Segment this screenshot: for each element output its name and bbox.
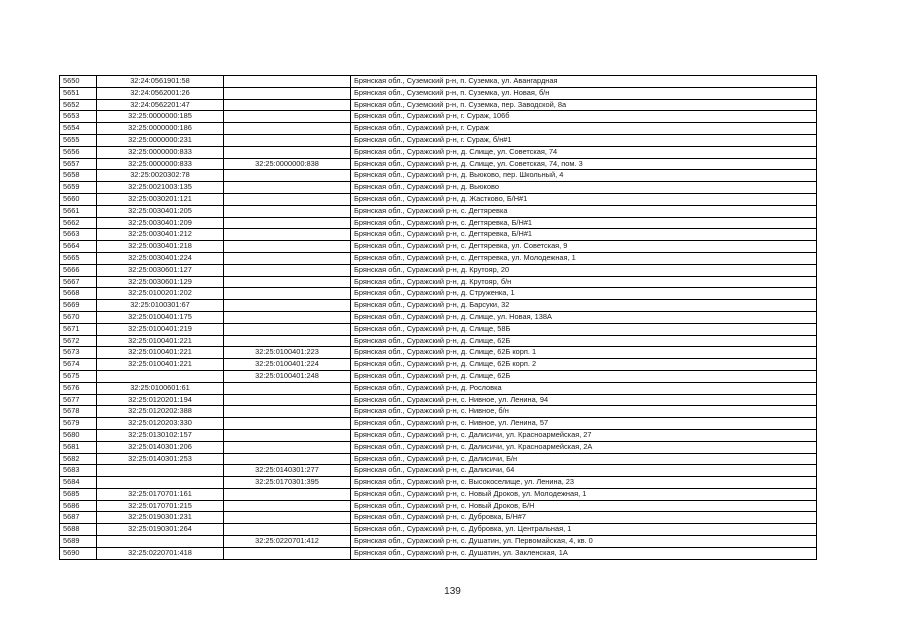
related-cadastral-number-cell: 32:25:0100401:223 <box>224 347 351 359</box>
cadastral-number-cell: 32:25:0100401:175 <box>97 311 224 323</box>
cadastral-number-cell: 32:25:0120203:330 <box>97 418 224 430</box>
cadastral-number-cell: 32:25:0140301:253 <box>97 453 224 465</box>
page-number: 139 <box>444 586 461 597</box>
related-cadastral-number-cell: 32:25:0220701:412 <box>224 536 351 548</box>
row-number-cell: 5650 <box>60 76 97 88</box>
related-cadastral-number-cell <box>224 300 351 312</box>
related-cadastral-number-cell <box>224 217 351 229</box>
address-cell: Брянская обл., Суражский р-н, с. Душатин, ул. Первомайская, 4, кв. 0 <box>351 536 817 548</box>
related-cadastral-number-cell <box>224 453 351 465</box>
cadastral-number-cell <box>97 536 224 548</box>
table-row <box>60 217 817 229</box>
related-cadastral-number-cell <box>224 524 351 536</box>
related-cadastral-number-cell <box>224 406 351 418</box>
table-row <box>60 406 817 418</box>
registry-table-container <box>59 75 817 560</box>
row-number-cell: 5683 <box>60 465 97 477</box>
cadastral-number-cell: 32:25:0030401:224 <box>97 252 224 264</box>
cadastral-number-cell: 32:25:0100401:221 <box>97 335 224 347</box>
row-number-cell: 5685 <box>60 488 97 500</box>
table-row <box>60 441 817 453</box>
table-row <box>60 359 817 371</box>
address-cell: Брянская обл., Суражский р-н, г. Сураж, 106б <box>351 111 817 123</box>
row-number-cell: 5653 <box>60 111 97 123</box>
cadastral-number-cell: 32:25:0100601:61 <box>97 382 224 394</box>
row-number-cell: 5688 <box>60 524 97 536</box>
cadastral-number-cell: 32:25:0220701:418 <box>97 547 224 559</box>
address-cell: Брянская обл., Суражский р-н, д. Вьюково, пер. Школьный, 4 <box>351 170 817 182</box>
row-number-cell: 5671 <box>60 323 97 335</box>
related-cadastral-number-cell: 32:25:0170301:395 <box>224 477 351 489</box>
row-number-cell: 5682 <box>60 453 97 465</box>
row-number-cell: 5679 <box>60 418 97 430</box>
table-row <box>60 288 817 300</box>
related-cadastral-number-cell <box>224 418 351 430</box>
related-cadastral-number-cell <box>224 335 351 347</box>
row-number-cell: 5651 <box>60 87 97 99</box>
cadastral-number-cell: 32:24:0561901:58 <box>97 76 224 88</box>
cadastral-number-cell: 32:25:0030401:212 <box>97 229 224 241</box>
related-cadastral-number-cell <box>224 547 351 559</box>
address-cell: Брянская обл., Суражский р-н, с. Дегтяревка, Б/Н#1 <box>351 217 817 229</box>
row-number-cell: 5672 <box>60 335 97 347</box>
related-cadastral-number-cell <box>224 488 351 500</box>
cadastral-number-cell <box>97 370 224 382</box>
cadastral-number-cell: 32:25:0100401:219 <box>97 323 224 335</box>
address-cell: Брянская обл., Суражский р-н, с. Дегтяревка, ул. Советская, 9 <box>351 241 817 253</box>
address-cell: Брянская обл., Суземский р-н, п. Суземка, ул. Новая, б/н <box>351 87 817 99</box>
address-cell: Брянская обл., Суражский р-н, д. Слище, 62Б корп. 1 <box>351 347 817 359</box>
address-cell: Брянская обл., Суражский р-н, с. Далисичи, Б/н <box>351 453 817 465</box>
cadastral-number-cell: 32:25:0100301:67 <box>97 300 224 312</box>
row-number-cell: 5663 <box>60 229 97 241</box>
address-cell: Брянская обл., Суражский р-н, д. Струженка, 1 <box>351 288 817 300</box>
table-row <box>60 170 817 182</box>
related-cadastral-number-cell <box>224 288 351 300</box>
related-cadastral-number-cell: 32:25:0140301:277 <box>224 465 351 477</box>
related-cadastral-number-cell <box>224 382 351 394</box>
row-number-cell: 5668 <box>60 288 97 300</box>
row-number-cell: 5662 <box>60 217 97 229</box>
address-cell: Брянская обл., Суражский р-н, с. Дегтяревка, Б/Н#1 <box>351 229 817 241</box>
cadastral-number-cell: 32:25:0120201:194 <box>97 394 224 406</box>
related-cadastral-number-cell <box>224 123 351 135</box>
cadastral-number-cell: 32:25:0000000:833 <box>97 158 224 170</box>
row-number-cell: 5656 <box>60 146 97 158</box>
table-row <box>60 87 817 99</box>
cadastral-number-cell: 32:25:0000000:185 <box>97 111 224 123</box>
address-cell: Брянская обл., Суражский р-н, д. Слище, ул. Советская, 74 <box>351 146 817 158</box>
cadastral-number-cell: 32:25:0170701:161 <box>97 488 224 500</box>
row-number-cell: 5675 <box>60 370 97 382</box>
table-row <box>60 241 817 253</box>
address-cell: Брянская обл., Суражский р-н, с. Высокоселище, ул. Ленина, 23 <box>351 477 817 489</box>
table-row <box>60 311 817 323</box>
address-cell: Брянская обл., Суражский р-н, д. Барсуки, 32 <box>351 300 817 312</box>
row-number-cell: 5666 <box>60 264 97 276</box>
cadastral-number-cell: 32:25:0030401:218 <box>97 241 224 253</box>
row-number-cell: 5654 <box>60 123 97 135</box>
table-row <box>60 99 817 111</box>
related-cadastral-number-cell: 32:25:0100401:248 <box>224 370 351 382</box>
row-number-cell: 5680 <box>60 429 97 441</box>
table-row <box>60 453 817 465</box>
address-cell: Брянская обл., Суражский р-н, д. Жастково, Б/Н#1 <box>351 193 817 205</box>
table-row <box>60 300 817 312</box>
row-number-cell: 5652 <box>60 99 97 111</box>
table-row <box>60 465 817 477</box>
row-number-cell: 5669 <box>60 300 97 312</box>
related-cadastral-number-cell <box>224 205 351 217</box>
cadastral-number-cell: 32:25:0000000:833 <box>97 146 224 158</box>
address-cell: Брянская обл., Суражский р-н, д. Рословка <box>351 382 817 394</box>
table-row <box>60 382 817 394</box>
cadastral-number-cell <box>97 477 224 489</box>
cadastral-number-cell: 32:25:0021003:135 <box>97 182 224 194</box>
cadastral-number-cell: 32:25:0170701:215 <box>97 500 224 512</box>
address-cell: Брянская обл., Суражский р-н, д. Слище, 62Б <box>351 335 817 347</box>
related-cadastral-number-cell <box>224 394 351 406</box>
table-row <box>60 193 817 205</box>
cadastral-number-cell: 32:25:0130102:157 <box>97 429 224 441</box>
related-cadastral-number-cell <box>224 99 351 111</box>
related-cadastral-number-cell <box>224 500 351 512</box>
row-number-cell: 5674 <box>60 359 97 371</box>
related-cadastral-number-cell <box>224 182 351 194</box>
row-number-cell: 5676 <box>60 382 97 394</box>
address-cell: Брянская обл., Суземский р-н, п. Суземка, пер. Заводской, 8а <box>351 99 817 111</box>
table-row <box>60 158 817 170</box>
address-cell: Брянская обл., Суражский р-н, с. Дубровка, ул. Центральная, 1 <box>351 524 817 536</box>
row-number-cell: 5690 <box>60 547 97 559</box>
cadastral-number-cell: 32:25:0030401:209 <box>97 217 224 229</box>
table-row <box>60 111 817 123</box>
row-number-cell: 5665 <box>60 252 97 264</box>
address-cell: Брянская обл., Суражский р-н, д. Вьюково <box>351 182 817 194</box>
table-row <box>60 512 817 524</box>
table-row <box>60 229 817 241</box>
address-cell: Брянская обл., Суражский р-н, с. Далисичи, ул. Красноармейская, 2А <box>351 441 817 453</box>
table-row <box>60 182 817 194</box>
address-cell: Брянская обл., Суражский р-н, г. Сураж <box>351 123 817 135</box>
table-row <box>60 547 817 559</box>
cadastral-number-cell: 32:24:0562201:47 <box>97 99 224 111</box>
related-cadastral-number-cell <box>224 170 351 182</box>
related-cadastral-number-cell <box>224 252 351 264</box>
address-cell: Брянская обл., Суражский р-н, д. Слище, ул. Советская, 74, пом. 3 <box>351 158 817 170</box>
cadastral-number-cell: 32:25:0100401:221 <box>97 359 224 371</box>
table-row <box>60 323 817 335</box>
related-cadastral-number-cell <box>224 429 351 441</box>
address-cell: Брянская обл., Суражский р-н, с. Далисичи, ул. Красноармейская, 27 <box>351 429 817 441</box>
cadastral-number-cell: 32:24:0562001:26 <box>97 87 224 99</box>
row-number-cell: 5678 <box>60 406 97 418</box>
row-number-cell: 5660 <box>60 193 97 205</box>
related-cadastral-number-cell <box>224 87 351 99</box>
address-cell: Брянская обл., Суражский р-н, с. Душатин, ул. Закленская, 1А <box>351 547 817 559</box>
cadastral-number-cell: 32:25:0030401:205 <box>97 205 224 217</box>
related-cadastral-number-cell <box>224 323 351 335</box>
address-cell: Брянская обл., Суражский р-н, с. Новый Дроков, ул. Молодежная, 1 <box>351 488 817 500</box>
table-row <box>60 429 817 441</box>
related-cadastral-number-cell <box>224 441 351 453</box>
related-cadastral-number-cell <box>224 512 351 524</box>
cadastral-number-cell: 32:25:0190301:264 <box>97 524 224 536</box>
registry-table-body <box>60 76 817 560</box>
address-cell: Брянская обл., Суражский р-н, д. Слище, 62Б корп. 2 <box>351 359 817 371</box>
table-row <box>60 418 817 430</box>
cadastral-number-cell: 32:25:0030201:121 <box>97 193 224 205</box>
address-cell: Брянская обл., Суражский р-н, с. Нивное, ул. Ленина, 57 <box>351 418 817 430</box>
address-cell: Брянская обл., Суражский р-н, д. Слище, 58Б <box>351 323 817 335</box>
row-number-cell: 5673 <box>60 347 97 359</box>
table-row <box>60 536 817 548</box>
row-number-cell: 5667 <box>60 276 97 288</box>
related-cadastral-number-cell <box>224 311 351 323</box>
related-cadastral-number-cell <box>224 146 351 158</box>
row-number-cell: 5659 <box>60 182 97 194</box>
related-cadastral-number-cell <box>224 193 351 205</box>
cadastral-number-cell: 32:25:0030601:127 <box>97 264 224 276</box>
cadastral-number-cell: 32:25:0100401:221 <box>97 347 224 359</box>
cadastral-number-cell: 32:25:0100201:202 <box>97 288 224 300</box>
address-cell: Брянская обл., Суражский р-н, д. Крутояр, б/н <box>351 276 817 288</box>
related-cadastral-number-cell: 32:25:0000000:838 <box>224 158 351 170</box>
table-row <box>60 205 817 217</box>
table-row <box>60 500 817 512</box>
cadastral-number-cell: 32:25:0140301:206 <box>97 441 224 453</box>
row-number-cell: 5657 <box>60 158 97 170</box>
row-number-cell: 5681 <box>60 441 97 453</box>
table-row <box>60 335 817 347</box>
cadastral-number-cell: 32:25:0020302:78 <box>97 170 224 182</box>
table-row <box>60 370 817 382</box>
address-cell: Брянская обл., Суражский р-н, с. Нивное, ул. Ленина, 94 <box>351 394 817 406</box>
table-row <box>60 524 817 536</box>
related-cadastral-number-cell <box>224 229 351 241</box>
address-cell: Брянская обл., Суземский р-н, п. Суземка, ул. Авангардная <box>351 76 817 88</box>
address-cell: Брянская обл., Суражский р-н, д. Крутояр, 20 <box>351 264 817 276</box>
table-row <box>60 394 817 406</box>
cadastral-number-cell: 32:25:0190301:231 <box>97 512 224 524</box>
table-row <box>60 76 817 88</box>
cadastral-number-cell: 32:25:0030601:129 <box>97 276 224 288</box>
row-number-cell: 5689 <box>60 536 97 548</box>
address-cell: Брянская обл., Суражский р-н, с. Дегтяревка <box>351 205 817 217</box>
address-cell: Брянская обл., Суражский р-н, с. Дубровка, Б/Н#7 <box>351 512 817 524</box>
address-cell: Брянская обл., Суражский р-н, д. Слище, 62Б <box>351 370 817 382</box>
table-row <box>60 477 817 489</box>
cadastral-number-cell: 32:25:0120202:388 <box>97 406 224 418</box>
table-row <box>60 264 817 276</box>
address-cell: Брянская обл., Суражский р-н, с. Нивное, б/н <box>351 406 817 418</box>
cadastral-number-cell <box>97 465 224 477</box>
address-cell: Брянская обл., Суражский р-н, с. Далисичи, 64 <box>351 465 817 477</box>
row-number-cell: 5686 <box>60 500 97 512</box>
row-number-cell: 5670 <box>60 311 97 323</box>
row-number-cell: 5655 <box>60 134 97 146</box>
row-number-cell: 5661 <box>60 205 97 217</box>
related-cadastral-number-cell <box>224 264 351 276</box>
row-number-cell: 5687 <box>60 512 97 524</box>
row-number-cell: 5677 <box>60 394 97 406</box>
row-number-cell: 5664 <box>60 241 97 253</box>
table-row <box>60 488 817 500</box>
table-row <box>60 146 817 158</box>
row-number-cell: 5658 <box>60 170 97 182</box>
address-cell: Брянская обл., Суражский р-н, с. Новый Дроков, Б/Н <box>351 500 817 512</box>
related-cadastral-number-cell <box>224 76 351 88</box>
related-cadastral-number-cell <box>224 134 351 146</box>
cadastral-number-cell: 32:25:0000000:186 <box>97 123 224 135</box>
table-row <box>60 123 817 135</box>
related-cadastral-number-cell: 32:25:0100401:224 <box>224 359 351 371</box>
table-row <box>60 347 817 359</box>
table-row <box>60 134 817 146</box>
table-row <box>60 252 817 264</box>
table-row <box>60 276 817 288</box>
address-cell: Брянская обл., Суражский р-н, с. Дегтяревка, ул. Молодежная, 1 <box>351 252 817 264</box>
address-cell: Брянская обл., Суражский р-н, г. Сураж, б/н#1 <box>351 134 817 146</box>
related-cadastral-number-cell <box>224 111 351 123</box>
registry-table <box>59 75 817 560</box>
address-cell: Брянская обл., Суражский р-н, д. Слище, ул. Новая, 138А <box>351 311 817 323</box>
related-cadastral-number-cell <box>224 241 351 253</box>
cadastral-number-cell: 32:25:0000000:231 <box>97 134 224 146</box>
related-cadastral-number-cell <box>224 276 351 288</box>
row-number-cell: 5684 <box>60 477 97 489</box>
